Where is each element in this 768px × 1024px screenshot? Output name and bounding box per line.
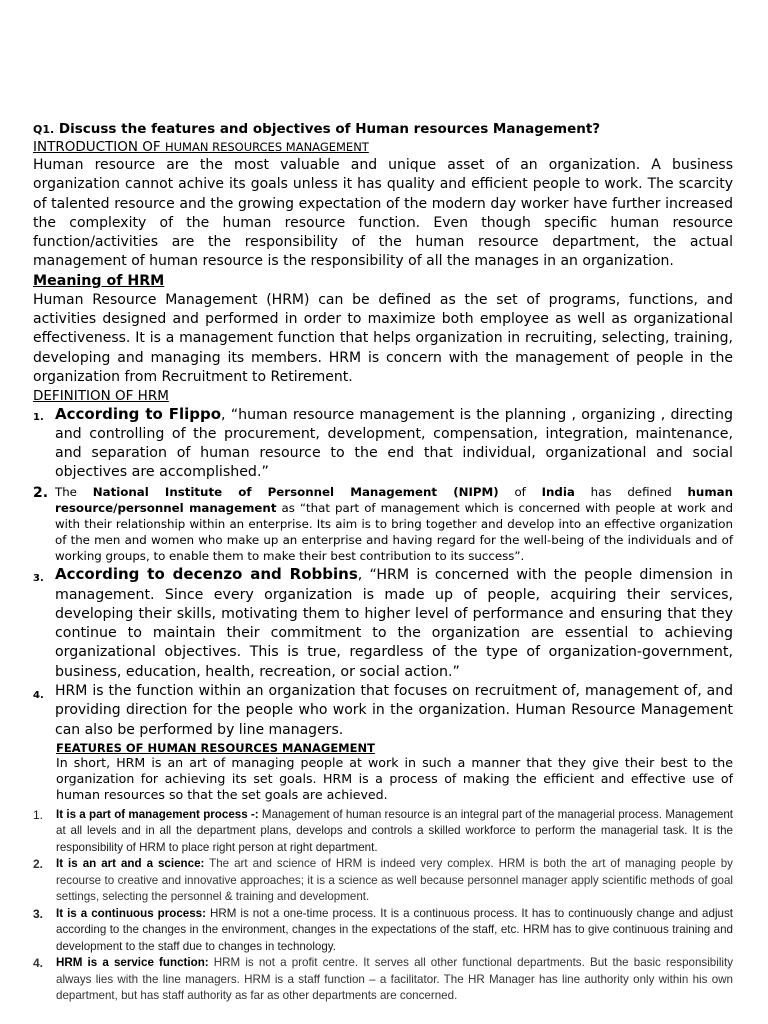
features-heading: FEATURES OF HUMAN RESOURCES MANAGEMENT bbox=[56, 740, 375, 755]
list-number: 4. bbox=[33, 956, 44, 971]
list-number: 3. bbox=[33, 906, 44, 921]
features-intro: In short, HRM is an art of managing people at work in such a manner that they give their best to the organization for achieving its set goals. HRM is a process of making the efficient and effective use of human resources so that the set goals are achieved. bbox=[56, 754, 733, 803]
feature-item-1 bbox=[33, 807, 733, 857]
list-number: 2. bbox=[33, 857, 44, 872]
feature-text: HRM is not a one-time process. It is a continuous process. It has to continuously change and adjust according to the changes in the environment, changes in the expectations of the staff, etc. HRM has to give continuous training and development to the staff due to changes in technology. bbox=[56, 906, 733, 953]
definition-text: has defined bbox=[574, 485, 688, 500]
meaning-heading: Meaning of HRM bbox=[33, 272, 165, 289]
intro-heading bbox=[33, 139, 733, 156]
meaning-paragraph: Human Resource Management (HRM) can be defined as the set of programs, functions, and activities designed and performed in order to maximize both employee as well as organizational effectiveness. It is a management function that helps organization in recruiting, selecting, training, developing and managing its members. HRM is concern with the management of people in the organization from Recruitment to Retirement. bbox=[33, 291, 733, 385]
feature-item-3 bbox=[33, 906, 733, 956]
definition-text: of bbox=[498, 485, 542, 500]
definition-text: The bbox=[55, 485, 93, 500]
feature-lead: It is a part of management process -: bbox=[56, 807, 259, 821]
definition-bold: human resource/personnel management bbox=[55, 485, 733, 516]
feature-lead: It is an art and a science: bbox=[56, 857, 205, 871]
definition-item-1 bbox=[33, 405, 733, 482]
definition-bold: India bbox=[541, 485, 575, 500]
feature-lead: HRM is a service function: bbox=[56, 956, 209, 970]
feature-lead: It is a continuous process: bbox=[56, 906, 206, 920]
definition-item-2 bbox=[33, 484, 733, 564]
definition-item-3 bbox=[33, 565, 733, 682]
definition-lead: According to Flippo bbox=[55, 405, 222, 424]
definition-text: , “HRM is concerned with the people dimension in management. Since every organization is made up of people, acquiring their services, developing their skills, motivating them to higher level of performance and ensuring that they continue to maintain their commitment to the organization are essential to achieving organizational objectives. This is true, regardless of the type of organization-government, business, education, health, recreation, or social action.” bbox=[55, 567, 733, 680]
intro-paragraph: Human resource are the most valuable and unique asset of an organization. A business organization cannot achive its goals unless it has quality and efficient people to work. The scarcity of talented resource and the growing expectation of the modern day worker have further increased the complexity of the human resource function. Even though specific human resource function/activities are the responsibility of the human resource department, the actual management of human resource is the responsibility of all the manages in an organization. bbox=[33, 157, 733, 270]
feature-item-4 bbox=[33, 955, 733, 1005]
feature-text: Management of human resource is an integral part of the managerial process. Management at all levels and in all the department plans, develops and controls a skilled workforce to perform the managerial task. It is the responsibility of HRM to place right person at right department. bbox=[56, 807, 733, 854]
question-title bbox=[33, 120, 733, 139]
definition-text: HRM is the function within an organization that focuses on recruitment of, management of, and providing direction for the people who work in the organization. Human Resource Management can also be performed by line managers. bbox=[55, 683, 733, 738]
list-number: 2. bbox=[33, 485, 49, 502]
intro-heading-rest: HUMAN RESOURCES MANAGEMENT bbox=[164, 140, 369, 154]
list-number: 4. bbox=[33, 690, 44, 702]
question-number: Q1. bbox=[33, 123, 55, 136]
document-page bbox=[33, 120, 733, 1005]
definition-heading: DEFINITION OF HRM bbox=[33, 388, 169, 405]
definition-lead: According to decenzo and Robbins bbox=[55, 565, 358, 584]
list-number: 1. bbox=[33, 807, 44, 822]
feature-item-2 bbox=[33, 856, 733, 906]
definition-text: as “that part of management which is concerned with people at work and with their relationship within an enterprise. Its aim is to bring together and develop into an effective organization of the men and women who make up an enterprise and having regard for the well-being of the individuals and of working groups, to enable them to make their best contribution to its success”. bbox=[55, 501, 733, 564]
question-text: Discuss the features and objectives of Human resources Management? bbox=[58, 121, 601, 137]
definition-item-4 bbox=[33, 682, 733, 740]
feature-text: The art and science of HRM is indeed very complex. HRM is both the art of managing people by recourse to creative and innovative approaches; it is a science as well because personnel manager apply scientific methods of goal settings, selecting the personnel & training and development. bbox=[56, 857, 733, 904]
list-number: 1. bbox=[33, 412, 44, 424]
definition-bold: National Institute of Personnel Management (NIPM) bbox=[92, 485, 499, 500]
feature-text: HRM is not a profit centre. It serves all other functional departments. But the basic responsibility always lies with the line managers. HRM is a staff function – a facilitator. The HR Manager has line authority only within his own department, but has staff authority as far as other departments are concerned. bbox=[56, 956, 733, 1003]
definition-text: , “human resource management is the planning , organizing , directing and controlling of the procurement, development, compensation, integration, maintenance, and separation of human resource to the end that individual, organizational and social objectives are accomplished.” bbox=[55, 407, 733, 481]
list-number: 3. bbox=[33, 573, 44, 585]
intro-heading-prefix: INTRODUCTION OF bbox=[33, 139, 165, 155]
